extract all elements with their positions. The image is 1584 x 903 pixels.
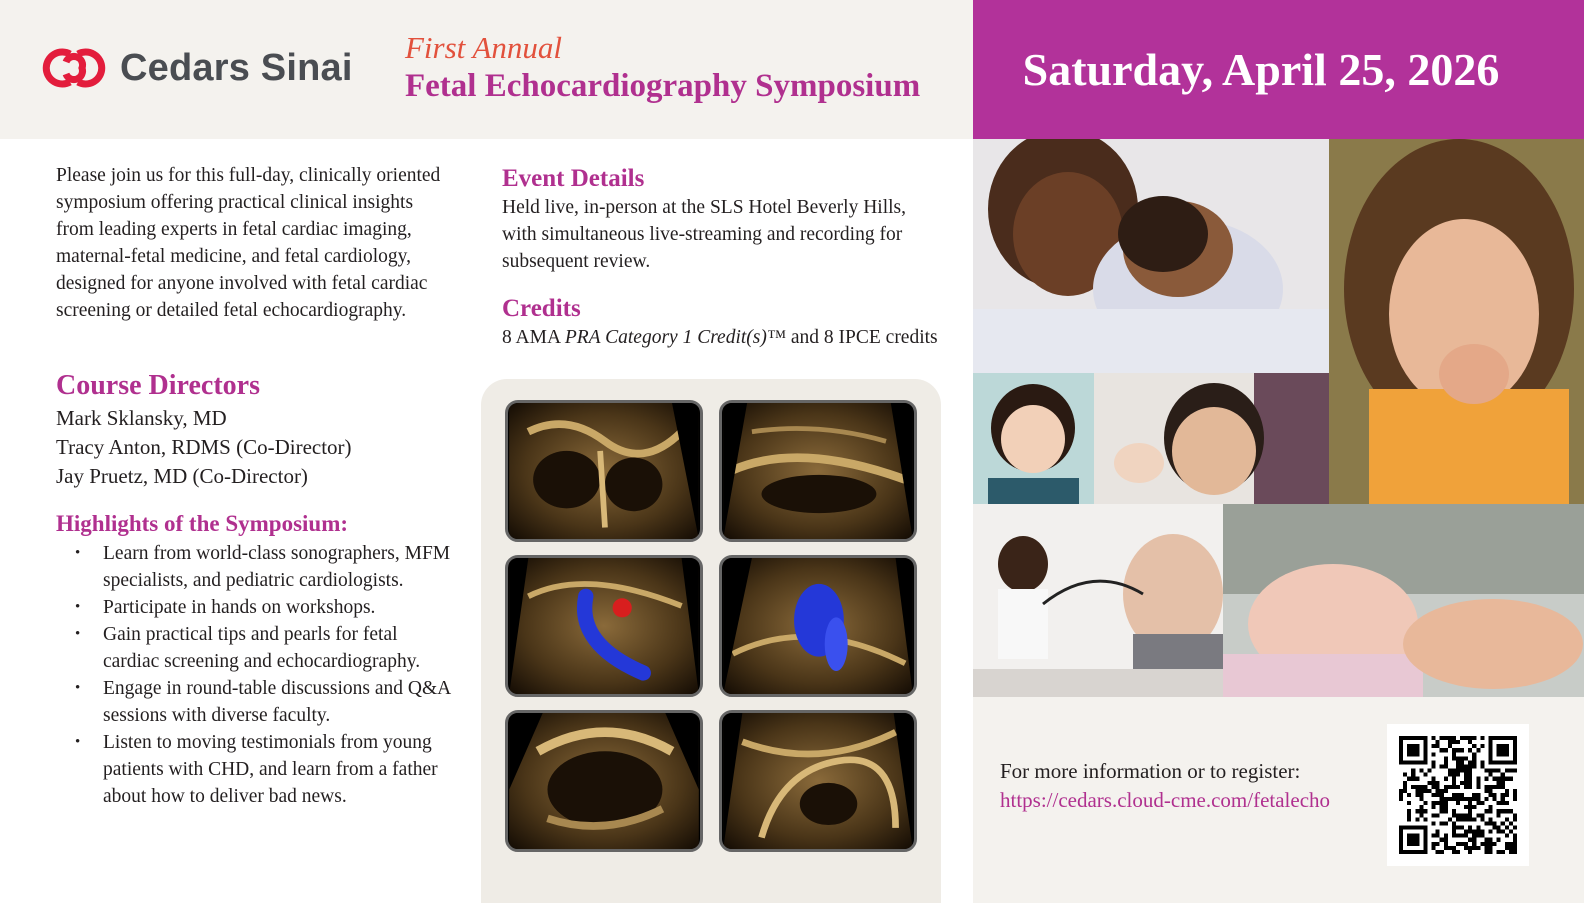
photo-smiling-girl: [1329, 139, 1584, 504]
register-label: For more information or to register:: [1000, 759, 1301, 783]
highlights-heading: Highlights of the Symposium:: [56, 511, 349, 536]
highlight-item: • Listen to moving testimonials from young patients with CHD, and learn from a father about how to deliver bad news.: [56, 729, 456, 810]
cedars-sinai-logo: [40, 42, 353, 94]
echo-image: [505, 400, 703, 542]
photo-child-with-stethoscope: [973, 504, 1223, 697]
credits-prefix: 8 AMA: [502, 327, 565, 348]
photo-toddler: [973, 373, 1094, 504]
register-link[interactable]: https://cedars.cloud-cme.com/fetalecho: [1000, 788, 1331, 812]
director-name: Tracy Anton, RDMS (Co-Director): [56, 435, 352, 459]
highlights-list: [56, 540, 456, 810]
director-name: Jay Pruetz, MD (Co-Director): [56, 464, 308, 488]
credits-heading: Credits: [502, 295, 581, 322]
echo-image: [505, 710, 703, 852]
highlight-item: • Engage in round-table discussions and Q&A sessions with diverse faculty.: [56, 675, 456, 729]
echo-image: [719, 400, 917, 542]
photo-newborn-hand: [1223, 504, 1584, 697]
event-details-text: Held live, in-person at the SLS Hotel Beverly Hills, with simultaneous live-streaming and recording for subsequent review.: [502, 197, 907, 272]
course-directors-heading: Course Directors: [56, 370, 260, 401]
event-date: Saturday, April 25, 2026: [1022, 44, 1500, 95]
credits-category: PRA Category 1 Credit(s)™: [564, 327, 786, 348]
photo-infant: [1094, 373, 1329, 504]
director-name: Mark Sklansky, MD: [56, 406, 227, 430]
intro-paragraph: Please join us for this full-day, clinically oriented symposium offering practical clinical insights from leading experts in fetal cardiac imaging, maternal-fetal medicine, and fetal cardiology, designed for anyone involved with fetal cardiac screening or detailed fetal echocardiography.: [56, 165, 441, 321]
qr-code-icon[interactable]: [1387, 724, 1529, 866]
event-subtitle: First Annual: [405, 30, 563, 65]
echo-image-color-doppler: [505, 555, 703, 697]
credits-suffix: and 8 IPCE credits: [786, 327, 938, 348]
highlight-item: • Gain practical tips and pearls for fetal cardiac screening and echocardiography.: [56, 621, 456, 675]
cedars-sinai-logo-icon: [40, 42, 108, 94]
header-titles: [405, 30, 920, 106]
echo-image: [719, 710, 917, 852]
date-banner: [973, 0, 1584, 139]
brand-name: Cedars Sinai: [120, 46, 353, 89]
event-title: Fetal Echocardiography Symposium: [405, 68, 921, 104]
event-details-heading: Event Details: [502, 165, 645, 192]
course-directors-list: [56, 404, 352, 491]
credits-text: [502, 324, 938, 351]
photo-mother-and-newborn: [973, 139, 1329, 373]
highlight-item: • Participate in hands on workshops.: [56, 594, 456, 621]
echo-image-color-doppler: [719, 555, 917, 697]
highlight-item: • Learn from world-class sonographers, MFM specialists, and pediatric cardiologists.: [56, 540, 456, 594]
